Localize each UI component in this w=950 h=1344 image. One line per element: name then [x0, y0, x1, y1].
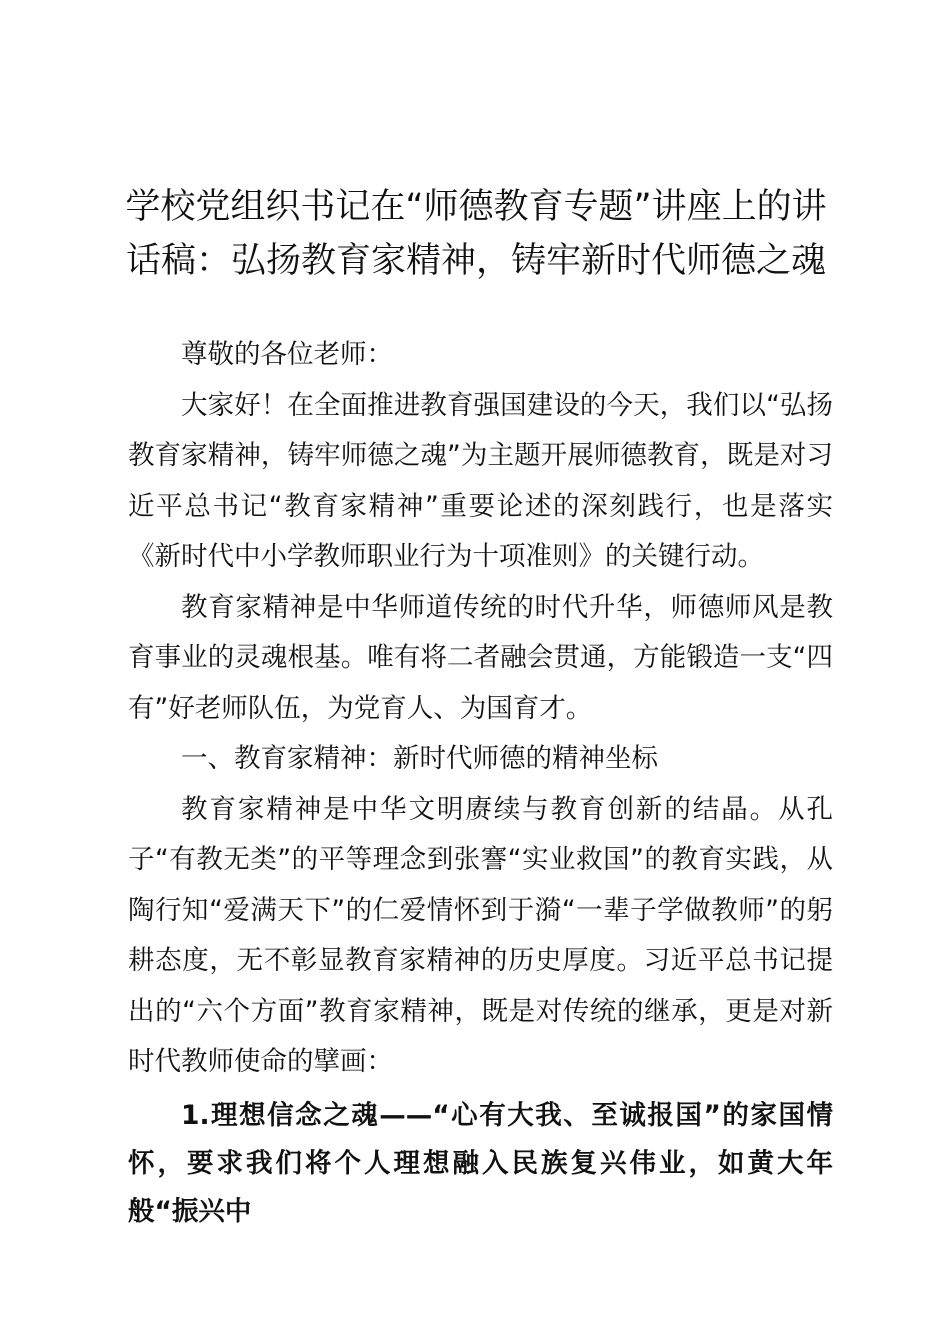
salutation-paragraph: 尊敬的各位老师： [181, 339, 393, 370]
document-body [128, 330, 833, 1236]
section-paragraph: 教育家精神是中华文明赓续与教育创新的结晶。从孔子“有教无类”的平等理念到张謇“实业救国”的教育实践，从陶行知“爱满天下”的仁爱情怀到于漪“一辈子学做教师”的躬耕态度，无不彰显教育家精神的历史厚度。习近平总书记提出的“六个方面”教育家精神，既是对传统的继承，更是对新时代教师使命的擘画： [128, 793, 833, 1077]
point-one-paragraph: 1.理想信念之魂——“心有大我、至诚报国”的家国情怀，要求我们将个人理想融入民族复兴伟业，如黄大年般“振兴中 [128, 1099, 833, 1227]
section-heading: 一、教育家精神：新时代师德的精神坐标 [181, 743, 658, 774]
greeting-paragraph: 大家好！在全面推进教育强国建设的今天，我们以“弘扬教育家精神，铸牢师德之魂”为主题开展师德教育，既是对习近平总书记“教育家精神”重要论述的深刻践行，也是落实《新时代中小学教师职业行为十项准则》的关键行动。 [128, 389, 833, 572]
document-title: 学校党组织书记在“师德教育专题”讲座上的讲话稿：弘扬教育家精神，铸牢新时代师德之魂 [125, 187, 827, 281]
intro-paragraph: 教育家精神是中华师道传统的时代升华，师德师风是教育事业的灵魂根基。唯有将二者融会贯通，方能锻造一支“四有”好老师队伍，为党育人、为国育才。 [128, 591, 833, 724]
